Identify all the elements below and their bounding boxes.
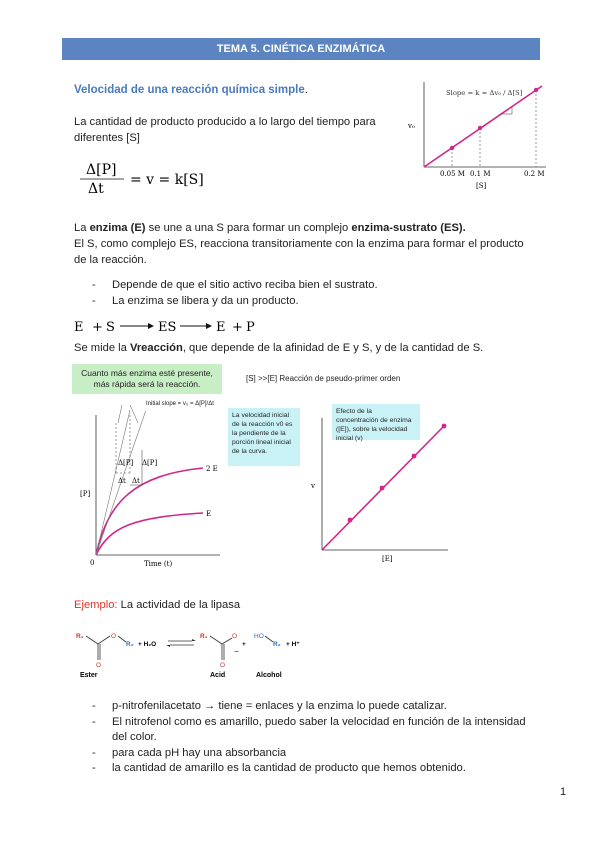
text-span: La [74, 222, 90, 234]
example-label: Ejemplo: [74, 599, 118, 611]
cyan-note: La velocidad inicial de la reacción v0 es la pendiente de la porción lineal inicial de la curva. [228, 408, 300, 466]
tick-label: 0.05 M [440, 170, 465, 178]
chem-ester-label: Ester [80, 672, 98, 679]
eq-denominator: Δt [88, 181, 104, 197]
eq-plus: + [92, 320, 103, 335]
dp-label: Δ[P] [118, 459, 134, 467]
slope-point [450, 146, 454, 150]
slope-formula: Slope = k = Δv₀ / Δ[S] [446, 89, 523, 97]
right-x-label: [E] [382, 555, 393, 563]
slope-point [478, 126, 482, 130]
text-span: , que depende de la afinidad de E y S, y de la cantidad de S. [182, 342, 484, 354]
curve-label-E: E [206, 510, 212, 518]
chem-hplus: + H⁺ [286, 641, 300, 648]
dt-label: Δt [132, 477, 140, 485]
chem-o: O [232, 633, 238, 640]
dt-label: Δt [118, 477, 126, 485]
enzyme-paragraph-2: El S, como complejo ES, reacciona transitoriamente con la enzima para formar el producto de la reacción. [74, 238, 524, 266]
list-item: - El nitrofenol como es amarillo, puedo saber la velocidad en función de la intensidad del color. [92, 715, 532, 746]
eq-E2: E [216, 320, 226, 335]
curve-E [96, 513, 203, 555]
page-number: 1 [560, 786, 567, 798]
dp-label: Δ[P] [142, 459, 158, 467]
bullet-list [92, 278, 532, 309]
section-title-text: Velocidad de una reacción química simple [74, 84, 305, 96]
tick-label: 0.1 M [470, 170, 491, 178]
eq-E: E [74, 320, 84, 335]
velocity-point [348, 518, 353, 523]
left-y-label: [P] [80, 490, 91, 498]
vreaccion-paragraph [74, 340, 544, 356]
chem-r1: R₁ [76, 633, 84, 640]
chem-h2o: + H₂O [138, 641, 157, 648]
text-span: se une a una S para formar un complejo [145, 222, 352, 234]
velocity-point [412, 454, 417, 459]
lipase-reaction [74, 624, 324, 680]
chem-alcohol-label: Alcohol [256, 672, 282, 679]
chem-r2: R₂ [273, 641, 281, 648]
list-item: - la cantidad de amarillo es la cantidad de producto que hemos obtenido. [92, 761, 532, 777]
example-text: La actividad de la lipasa [117, 599, 241, 611]
eq-P: P [246, 320, 255, 335]
origin-label: 0 [90, 559, 95, 567]
green-note: Cuanto más enzima esté presente, más rápida será la reacción. [72, 364, 222, 394]
section-description: La cantidad de producto producido a lo largo del tiempo para diferentes [S] [74, 116, 376, 144]
eq-S: S [106, 320, 115, 335]
chem-r2: R₂ [126, 641, 134, 648]
bold-enzyme: enzima (E) [89, 222, 146, 234]
chem-plus: + [242, 641, 246, 648]
enzyme-paragraph [74, 220, 544, 236]
bold-vreaccion: Vreacción [129, 342, 183, 354]
eq-plus: + [232, 320, 243, 335]
eq-ES: ES [158, 320, 177, 335]
eq-rhs: = v = k[S] [130, 172, 204, 188]
pseudo-order-note: [S] >>[E] Reacción de pseudo-primer orden [246, 374, 401, 383]
page-header: TEMA 5. CINÉTICA ENZIMÁTICA [62, 38, 540, 60]
velocity-point [380, 486, 385, 491]
chem-o: O [96, 662, 102, 669]
list-item: - Depende de que el sitio activo reciba bien el sustrato. [92, 278, 532, 294]
chem-ho: HO [254, 633, 264, 640]
chem-o: O [111, 633, 117, 640]
text-span: Se mide la [74, 342, 130, 354]
slope-line [424, 86, 542, 167]
chem-minus: − [234, 647, 239, 656]
section-title [74, 84, 308, 96]
section-title-dot: . [304, 84, 308, 96]
example-heading [74, 597, 240, 613]
enzyme-effect-note: Efecto de la concentración de enzima ([E]), sobre la velocidad inicial (v) [332, 404, 420, 440]
slope-x-label: [S] [476, 182, 487, 190]
reaction-equation [72, 314, 262, 338]
bullet-list-2 [92, 699, 532, 777]
curve-label-2E: 2 E [206, 465, 218, 473]
eq-numerator: Δ[P] [86, 162, 117, 178]
list-item: - para cada pH hay una absorbancia [92, 746, 532, 762]
velocity-point [442, 424, 447, 429]
slope-y-label: v₀ [408, 122, 415, 130]
tick-label: 0.2 M [524, 170, 545, 178]
right-y-label: v [311, 482, 315, 490]
left-x-label: Time (t) [144, 560, 173, 568]
slope-point [534, 88, 538, 92]
initial-slope-label: Initial slope = v₀ = Δ[P]/Δt [142, 398, 218, 411]
bold-complex: enzima-sustrato (ES). [351, 222, 466, 234]
progress-curves-graph [78, 395, 228, 573]
chem-o: O [220, 662, 226, 669]
curve-2E [96, 468, 203, 555]
list-item: - La enzima se libera y da un producto. [92, 294, 532, 310]
chem-r1: R₁ [200, 633, 208, 640]
rate-equation [72, 158, 222, 198]
chem-acid-label: Acid [210, 672, 226, 679]
list-item: - p-nitrofenilacetato → tiene = enlaces y la enzima lo puede catalizar. [92, 699, 532, 715]
